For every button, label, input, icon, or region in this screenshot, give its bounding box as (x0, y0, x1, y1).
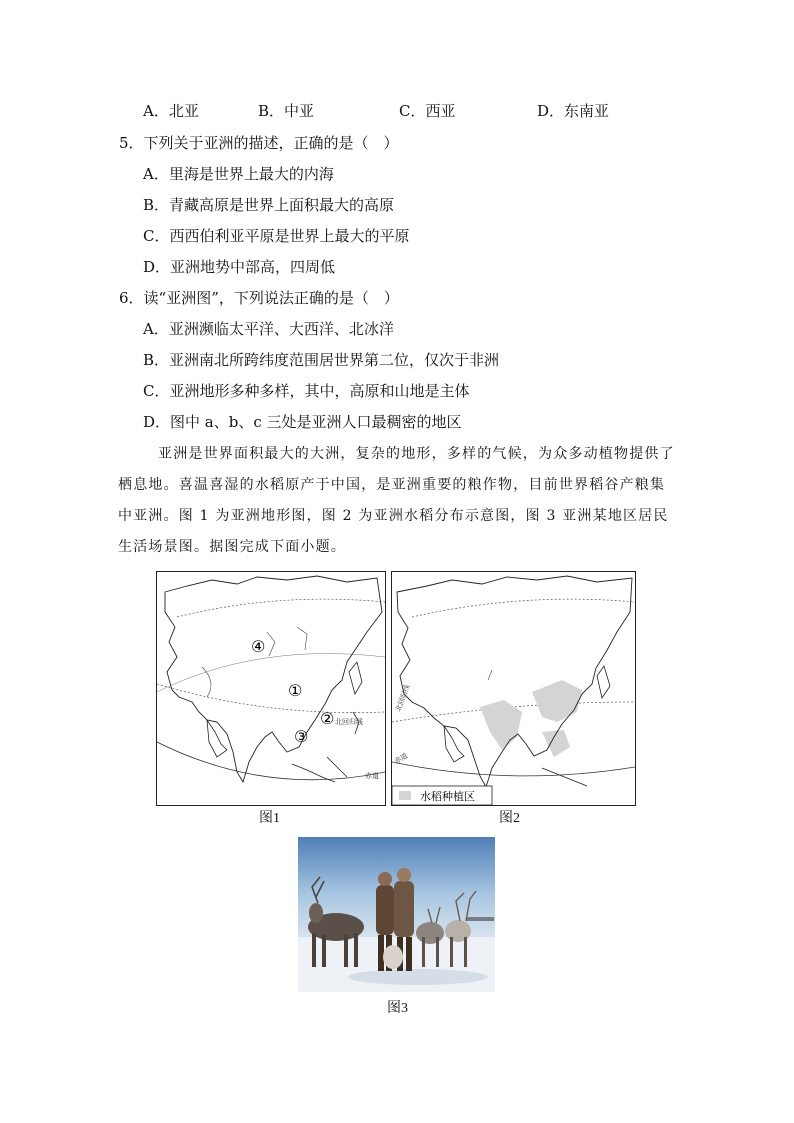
figure1-map (156, 571, 386, 806)
marker-2: ② (320, 709, 335, 728)
equator-label: 赤道 (365, 772, 379, 780)
figure3-caption: 图3 (387, 1001, 408, 1016)
q5-option-b: B．青藏高原是世界上面积最大的高原 (143, 196, 395, 214)
q4-option-d: D．东南亚 (537, 102, 610, 120)
q6-stem: 6．读“亚洲图”，下列说法正确的是（ ） (119, 289, 399, 307)
q4-option-b: B．中亚 (258, 102, 315, 120)
tropic-label-fig2: 北回归线 (394, 683, 412, 713)
marker-1: ① (288, 681, 303, 700)
q6-option-d: D．图中 a、b、c 三处是亚洲人口最稠密的地区 (143, 413, 462, 431)
q4-option-a: A．北亚 (143, 102, 199, 120)
reindeer-scene-image (298, 837, 495, 992)
q5-option-d: D．亚洲地势中部高，四周低 (143, 258, 336, 276)
equator-label-fig2: 赤道 (393, 751, 410, 766)
figure3-photo (298, 837, 495, 992)
asia-rice-map (392, 572, 635, 805)
q6-option-b: B．亚洲南北所跨纬度范围居世界第二位，仅次于非洲 (143, 351, 500, 369)
q5-option-c: C．西西伯利亚平原是世界上最大的平原 (143, 227, 410, 245)
figure2-map (391, 571, 636, 806)
marker-3: ③ (294, 727, 309, 746)
q6-option-a: A．亚洲濒临太平洋、大西洋、北冰洋 (143, 320, 394, 338)
q6-option-c: C．亚洲地形多种多样，其中，高原和山地是主体 (143, 382, 470, 400)
asia-terrain-map (157, 572, 385, 805)
figure2-caption: 图2 (499, 811, 520, 826)
reading-passage: 亚洲是世界面积最大的大洲，复杂的地形，多样的气候，为众多动植物提供了栖息地。喜温喜湿的水稻原产于中国，是亚洲重要的粮作物，目前世界稻谷产粮集中亚洲。图 1 为亚洲地形图，图 2 为亚洲水稻分布示意图，图 3 亚洲某地区居民生活场景图。据图完成下面小题。 (118, 446, 675, 555)
figure1-caption: 图1 (259, 811, 280, 826)
q5-option-a: A．里海是世界上最大的内海 (143, 165, 334, 183)
marker-4: ④ (251, 637, 266, 656)
q4-option-c: C．西亚 (399, 102, 456, 120)
legend-swatch (399, 791, 411, 800)
q5-stem: 5．下列关于亚洲的描述，正确的是（ ） (119, 134, 399, 152)
legend-label: 水稻种植区 (420, 790, 475, 803)
tropic-label: 北回归线 (335, 718, 363, 726)
